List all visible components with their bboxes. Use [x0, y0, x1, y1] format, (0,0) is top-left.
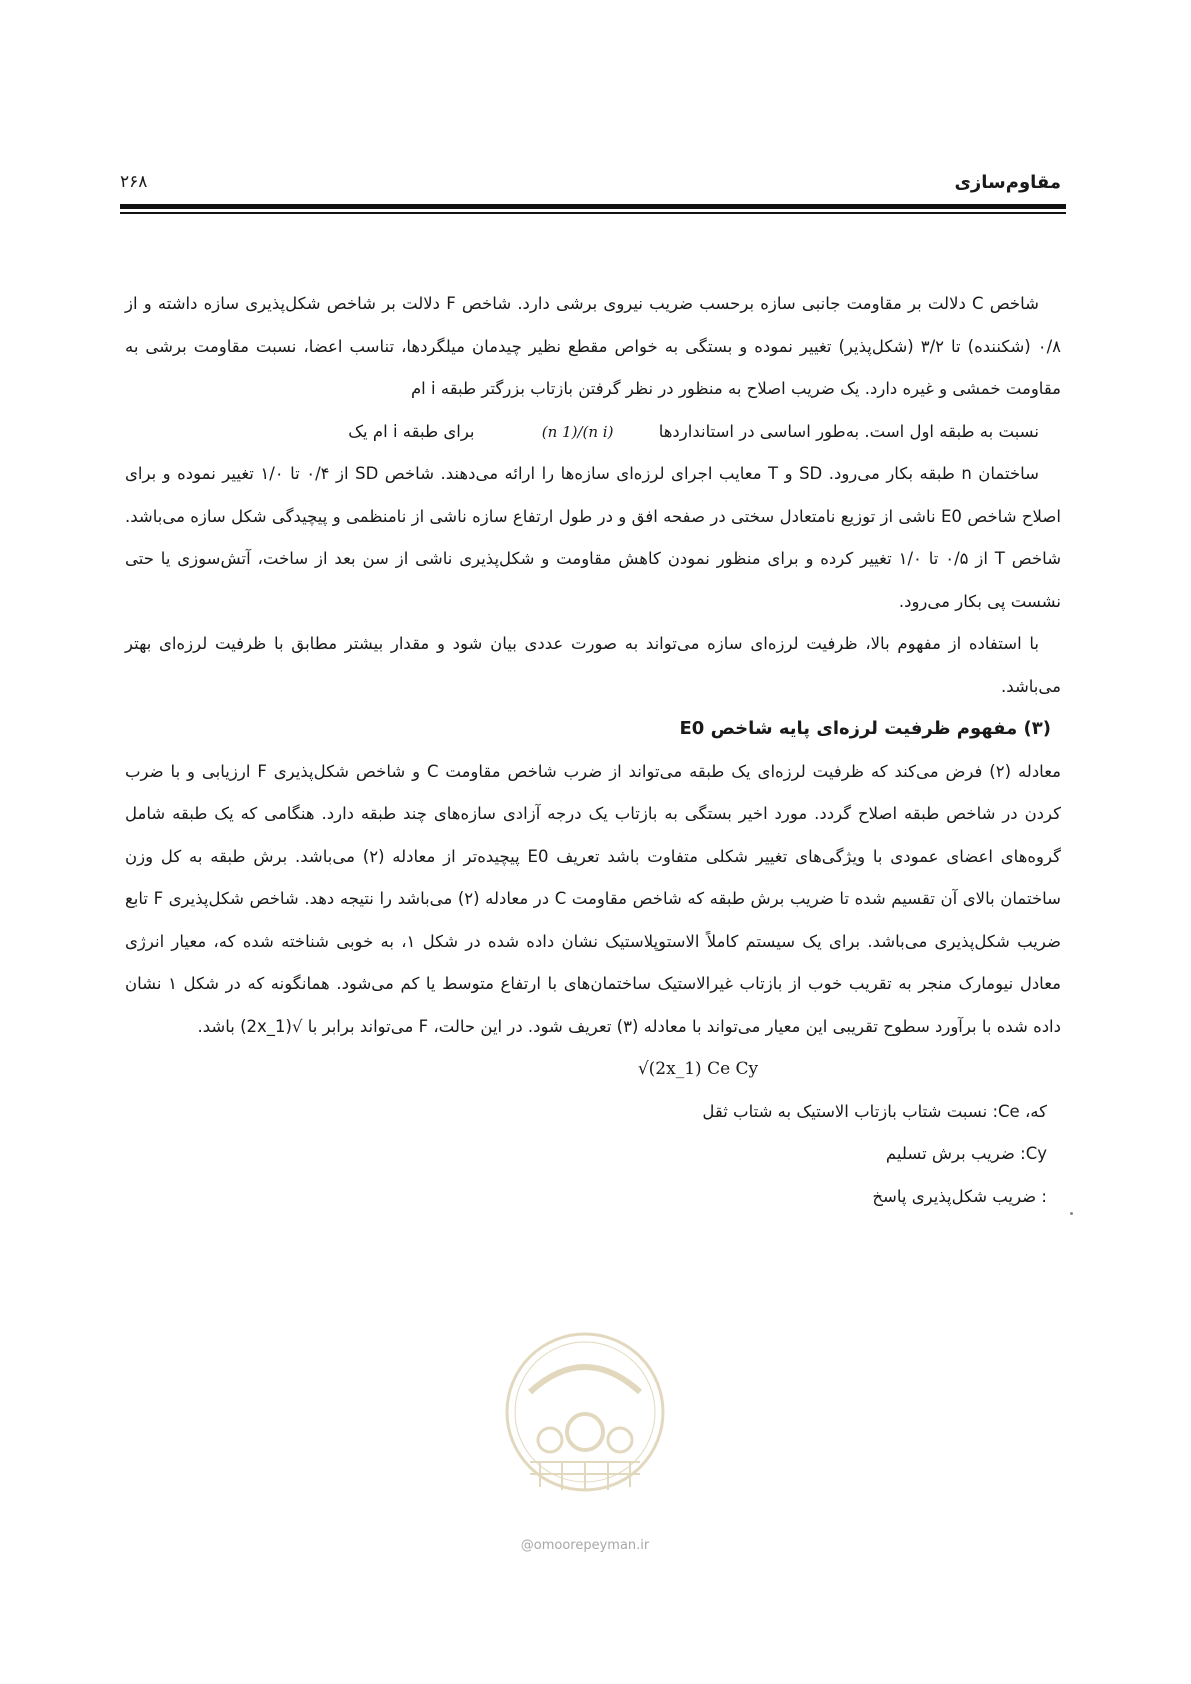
definition-mu: : ضریب شکل‌پذیری پاسخ: [872, 1186, 1047, 1206]
margin-dot: [1070, 1212, 1073, 1215]
running-header: [120, 168, 1061, 198]
body-text: [125, 283, 1061, 1218]
paragraph-ratio-line: [125, 411, 1061, 454]
page-number: ۲۶۸: [120, 172, 148, 192]
watermark-url: @omoorepeyman.ir: [520, 1538, 650, 1553]
paragraph-capacity: با استفاده از مفهوم بالا، ظرفیت لرزه‌ای سازه می‌تواند به صورت عددی بیان شود و مقدار بیشتر مطابق با ظرفیت لرزه‌ای بهتر می‌باشد.: [125, 634, 1061, 696]
equation-3: √(2x_1) Ce Cy: [637, 1059, 759, 1079]
section-heading: (۳) مفهوم ظرفیت لرزه‌ای پایه شاخص E0: [679, 718, 1051, 739]
running-title: مقاوم‌سازی: [954, 172, 1061, 193]
paragraph-sd-t: ساختمان n طبقه بکار می‌رود. SD و T معایب اجرای لرزه‌ای سازه‌ها را ارائه می‌دهند. شاخص SD از ۰/۴ تا ۱/۰ تغییر نموده و برای اصلاح شاخص E0 ناشی از توزیع نامتعادل سختی در صفحه افق و در طول ارتفاع سازه ناشی از نامنظمی و پیچیدگی شکل سازه می‌باشد. شاخص T از ۰/۵ تا ۱/۰ تغییر کرده و برای منظور نمودن کاهش مقاومت و شکل‌پذیری ناشی از سن بعد از ساخت، آتش‌سوزی یا حتی نشست پی بکار می‌رود.: [125, 464, 1062, 611]
ratio-text-start: نسبت به طبقه اول است. به‌طور اساسی در استانداردها: [658, 421, 1039, 441]
paragraph-e0-concept: معادله (۲) فرض می‌کند که ظرفیت لرزه‌ای یک طبقه می‌تواند از ضرب شاخص مقاومت C و شاخص شکل‌پذیری F ارزیابی و با ضرب کردن در شاخص طبقه اصلاح گردد. مورد اخیر بستگی به بازتاب یک درجه آزادی سازه‌های چند طبقه دارد. هنگامی که یک طبقه شامل گروه‌های اعضای عمودی با ویژگی‌های تغییر شکلی متفاوت باشد تعریف E0 پیچیده‌تر از معادله (۲) می‌باشد. برش طبقه به کل وزن ساختمان بالای آن تقسیم شده تا ضریب برش طبقه که شاخص مقاومت C در معادله (۲) می‌باشد را نتیجه دهد. شاخص شکل‌پذیری F تابع ضریب شکل‌پذیری می‌باشد. برای یک سیستم کاملاً الاستوپلاستیک نشان داده شده در شکل ۱، به خوبی شناخته شده که، معیار انرژی معادل نیومارک منجر به تقریب خوب از بازتاب غیرالاستیک ساختمان‌های با ارتفاع متوسط یا کم می‌شود. همانگونه که در شکل ۱ نشان داده شده با برآورد سطوح تقریبی این معیار می‌تواند با معادله (۳) تعریف شود. در این حالت، F می‌تواند برابر با √(2x_1) باشد.: [125, 761, 1062, 1036]
definition-cy: Cy: ضریب برش تسلیم: [885, 1144, 1047, 1163]
ratio-text-end: برای طبقه i ام یک: [348, 421, 475, 441]
watermark-seal-icon: [500, 1322, 670, 1532]
header-rule-thick: [120, 204, 1066, 209]
definition-ce: که، Ce: نسبت شتاب بازتاب الاستیک به شتاب ثقل: [702, 1101, 1047, 1121]
story-ratio-formula: (n 1)/(n i): [541, 422, 614, 441]
header-rule-thin: [120, 212, 1066, 214]
paragraph-indices: شاخص C دلالت بر مقاومت جانبی سازه برحسب ضریب نیروی برشی دارد. شاخص F دلالت بر شاخص شکل‌پذیری سازه داشته و از ۰/۸ (شکننده) تا ۳/۲ (شکل‌پذیر) تغییر نموده و بستگی به خواص مقطع نظیر چیدمان میلگردها، تناسب اعضا، نسبت مقاومت برشی به مقاومت خمشی و غیره دارد. یک ضریب اصلاح به منظور در نظر گرفتن بازتاب بزرگتر طبقه i ام: [125, 294, 1061, 398]
